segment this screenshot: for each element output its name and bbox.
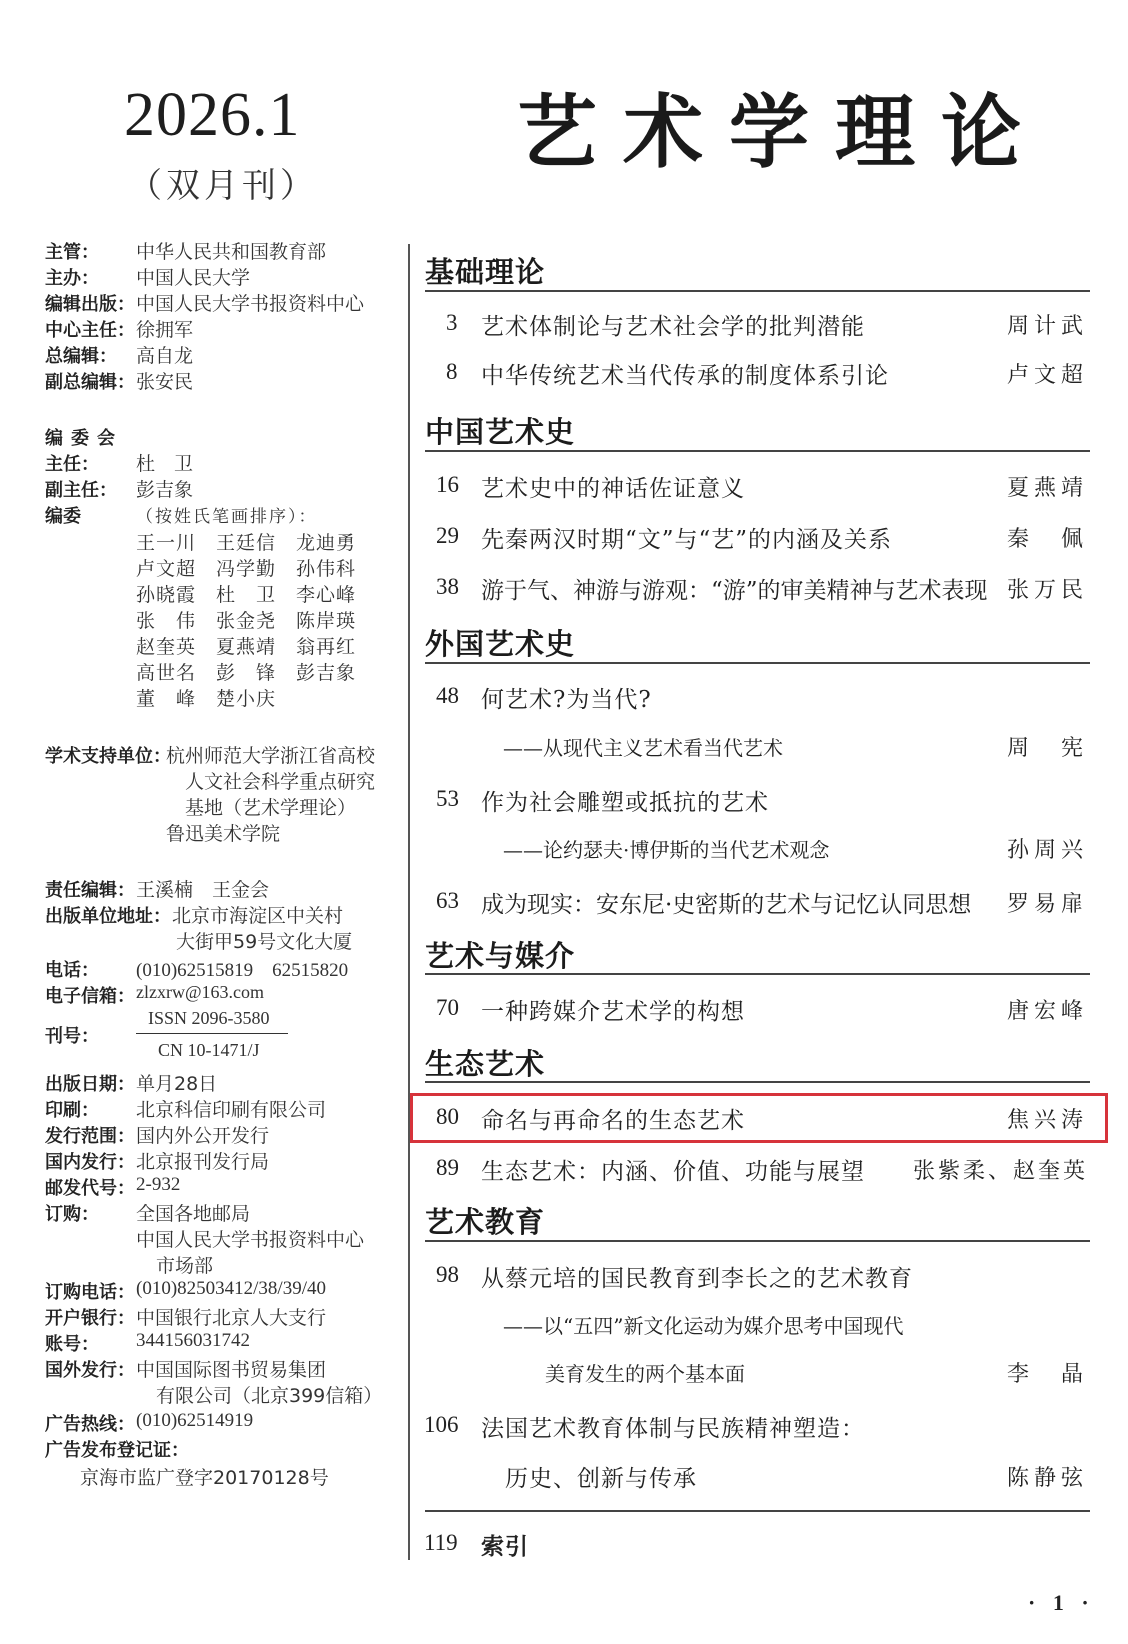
ad-registration-label: 广告发布登记证： (45, 1440, 189, 1461)
cn-value: CN 10-1471/J (158, 1040, 260, 1060)
committee-member-row: 卢文超 冯学勤 孙伟科 (136, 558, 357, 580)
account-label: 账号： (45, 1334, 99, 1355)
toc-author: 焦兴涛 (1006, 1108, 1088, 1133)
committee-member-row: 孙晓霞 杜 卫 李心峰 (136, 584, 357, 606)
index-title: 索引 (481, 1534, 529, 1560)
toc-page: 38 (436, 574, 459, 599)
responsible-editors-value: 王溪楠 王金会 (136, 879, 270, 901)
postal-code-value: 2-932 (136, 1174, 181, 1195)
journal-number-label: 刊号： (45, 1026, 99, 1047)
toc-page: 70 (436, 995, 459, 1020)
center-director-label: 中心主任： (45, 320, 135, 341)
postal-code-label: 邮发代号： (45, 1178, 135, 1199)
toc-subtitle: ——从现代主义艺术看当代艺术 (503, 736, 783, 760)
toc-author: 周计武 (1006, 314, 1088, 339)
toc-title: 游于气、神游与游观：“游”的审美精神与艺术表现 (481, 578, 988, 604)
journal-number-rule (136, 1033, 288, 1034)
responsible-editors-label: 责任编辑： (45, 880, 135, 901)
section-title: 艺术与媒介 (425, 939, 576, 973)
phone-value: (010)62515819 62515820 (136, 960, 349, 981)
toc-subtitle: 美育发生的两个基本面 (545, 1362, 745, 1386)
toc-page: 29 (436, 523, 459, 548)
committee-director-value: 杜 卫 (136, 453, 194, 475)
committee-deputy-label: 副主任： (45, 480, 117, 501)
toc-author: 张紫柔、赵奎英 (912, 1159, 1088, 1184)
section-rule (425, 1240, 1090, 1242)
subscription-line: 市场部 (156, 1255, 214, 1277)
section-rule (425, 973, 1090, 975)
deputy-editor-label: 副总编辑： (45, 372, 135, 393)
section-title: 基础理论 (425, 255, 546, 289)
toc-page: 98 (436, 1262, 459, 1287)
toc-title: 一种跨媒介艺术学的构想 (481, 999, 745, 1025)
phone-label: 电话： (45, 960, 99, 981)
overseas-line: 中国国际图书贸易集团 (136, 1359, 327, 1381)
supervisor-value: 中华人民共和国教育部 (136, 241, 327, 263)
toc-page: 48 (436, 683, 459, 708)
toc-title: 从蔡元培的国民教育到李长之的艺术教育 (481, 1266, 913, 1292)
committee-members-label: 编委 (45, 506, 81, 527)
section-title: 外国艺术史 (425, 627, 576, 661)
toc-author: 陈静弦 (1006, 1466, 1088, 1491)
academic-support-label: 学术支持单位： (45, 746, 171, 767)
journal-title: 艺术学理论 (517, 85, 1047, 179)
toc-author: 罗易扉 (1006, 892, 1088, 917)
ad-hotline-value: (010)62514919 (136, 1410, 254, 1431)
printer-label: 印刷： (45, 1100, 99, 1121)
column-divider (408, 244, 410, 1560)
email-label: 电子信箱： (45, 986, 135, 1007)
committee-member-row: 高世名 彭 锋 彭吉象 (136, 662, 357, 684)
account-value: 344156031742 (136, 1330, 250, 1351)
editing-publisher-label: 编辑出版： (45, 294, 135, 315)
toc-title: 艺术体制论与艺术社会学的批判潜能 (481, 314, 865, 340)
publish-date-label: 出版日期： (45, 1074, 135, 1095)
section-rule (425, 290, 1090, 292)
toc-subtitle: ——以“五四”新文化运动为媒介思考中国现代 (503, 1314, 904, 1338)
subscription-line: 中国人民大学书报资料中心 (136, 1229, 365, 1251)
section-title: 生态艺术 (425, 1047, 546, 1081)
toc-page: 119 (424, 1530, 458, 1555)
academic-support-line: 杭州师范大学浙江省高校 (166, 745, 376, 767)
section-title: 艺术教育 (425, 1205, 546, 1239)
bank-label: 开户银行： (45, 1308, 135, 1329)
committee-members-note: （按姓氏笔画排序）： (136, 507, 318, 527)
academic-support-line: 人文社会科学重点研究 (185, 771, 376, 793)
printer-value: 北京科信印刷有限公司 (136, 1099, 327, 1121)
toc-author: 张万民 (1006, 578, 1088, 603)
toc-author: 秦 佩 (1006, 527, 1088, 552)
committee-deputy-value: 彭吉象 (136, 479, 194, 501)
toc-title: 中华传统艺术当代传承的制度体系引论 (481, 363, 889, 389)
section-rule (425, 450, 1090, 452)
issue-number: 2026.1 (124, 81, 301, 149)
toc-page: 89 (436, 1155, 459, 1180)
domestic-distribution-label: 国内发行： (45, 1152, 135, 1173)
committee-member-row: 王一川 王廷信 龙迪勇 (136, 532, 357, 554)
frequency-label: （双月刊） (128, 166, 318, 206)
toc-title: 命名与再命名的生态艺术 (481, 1108, 745, 1134)
toc-author: 孙周兴 (1006, 838, 1088, 863)
toc-title-continued: 历史、创新与传承 (505, 1466, 697, 1492)
toc-title: 何艺术?为当代? (481, 687, 652, 713)
toc-page: 63 (436, 888, 459, 913)
toc-author: 周 宪 (1006, 736, 1088, 761)
issn-value: ISSN 2096-3580 (148, 1008, 270, 1028)
editing-publisher-value: 中国人民大学书报资料中心 (136, 293, 365, 315)
section-rule (425, 1081, 1090, 1083)
subscription-line: 全国各地邮局 (136, 1203, 251, 1225)
toc-author: 唐宏峰 (1006, 999, 1088, 1024)
toc-page: 3 (446, 310, 458, 335)
order-phone-label: 订购电话： (45, 1282, 135, 1303)
committee-member-row: 赵奎英 夏燕靖 翁再红 (136, 636, 357, 658)
toc-title: 艺术史中的神话佐证意义 (481, 476, 745, 502)
distribution-scope-value: 国内外公开发行 (136, 1125, 270, 1147)
toc-title: 作为社会雕塑或抵抗的艺术 (481, 790, 769, 816)
toc-page: 53 (436, 786, 459, 811)
section-rule (425, 1510, 1090, 1512)
distribution-scope-label: 发行范围： (45, 1126, 135, 1147)
bank-value: 中国银行北京人大支行 (136, 1307, 327, 1329)
sponsor-label: 主办： (45, 268, 99, 289)
ad-hotline-label: 广告热线： (45, 1414, 135, 1435)
committee-director-label: 主任： (45, 454, 99, 475)
domestic-distribution-value: 北京报刊发行局 (136, 1151, 270, 1173)
toc-author: 李 晶 (1006, 1362, 1088, 1387)
toc-page: 8 (446, 359, 458, 384)
toc-title: 生态艺术：内涵、价值、功能与展望 (481, 1159, 865, 1185)
toc-page: 80 (436, 1104, 459, 1129)
editor-in-chief-label: 总编辑： (45, 346, 117, 367)
publish-date-value: 单月28日 (136, 1073, 218, 1095)
toc-title: 法国艺术教育体制与民族精神塑造： (481, 1416, 865, 1442)
section-title: 中国艺术史 (425, 415, 576, 449)
committee-member-row: 董 峰 楚小庆 (136, 688, 277, 710)
overseas-line: 有限公司（北京399信箱） (156, 1385, 383, 1407)
section-rule (425, 662, 1090, 664)
academic-support-line: 鲁迅美术学院 (166, 823, 281, 845)
toc-page: 106 (424, 1412, 459, 1437)
page-number: · 1 · (1028, 1590, 1095, 1615)
address-label: 出版单位地址： (45, 906, 171, 927)
committee-heading: 编委会 (45, 428, 123, 449)
overseas-label: 国外发行： (45, 1360, 135, 1381)
sponsor-value: 中国人民大学 (136, 267, 251, 289)
email-value: zlzxrw@163.com (136, 982, 265, 1002)
toc-title: 先秦两汉时期“文”与“艺”的内涵及关系 (481, 527, 893, 553)
committee-member-row: 张 伟 张金尧 陈岸瑛 (136, 610, 357, 632)
toc-author: 夏燕靖 (1006, 476, 1088, 501)
subscription-label: 订购： (45, 1204, 99, 1225)
deputy-editor-value: 张安民 (136, 371, 194, 393)
toc-author: 卢文超 (1006, 363, 1088, 388)
order-phone-value: (010)82503412/38/39/40 (136, 1278, 326, 1299)
toc-subtitle: ——论约瑟夫·博伊斯的当代艺术观念 (503, 838, 830, 862)
center-director-value: 徐拥军 (136, 319, 194, 341)
toc-title: 成为现实：安东尼·史密斯的艺术与记忆认同思想 (481, 892, 972, 918)
ad-registration-value: 京海市监广登字20170128号 (80, 1467, 329, 1489)
address-line: 大街甲59号文化大厦 (176, 931, 353, 953)
toc-page: 16 (436, 472, 459, 497)
supervisor-label: 主管： (45, 242, 99, 263)
editor-in-chief-value: 高自龙 (136, 345, 194, 367)
address-line: 北京市海淀区中关村 (172, 905, 344, 927)
academic-support-line: 基地（艺术学理论） (185, 797, 357, 819)
